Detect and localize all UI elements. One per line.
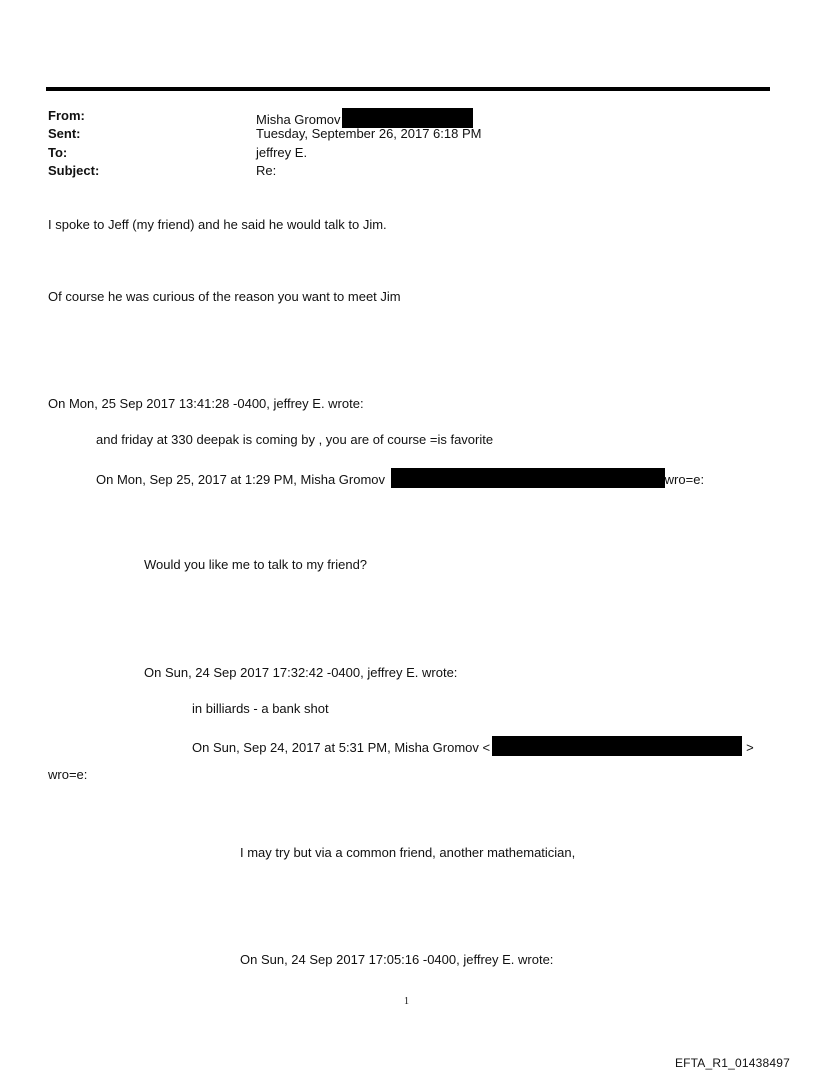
quote-header-4 [192,736,754,756]
from-label: From: [48,108,85,123]
body-paragraph-2: Of course he was curious of the reason you want to meet Jim [48,289,401,304]
quote-header-4-suffix: > [746,740,754,755]
bates-number: EFTA_R1_01438497 [674,1056,790,1070]
quote-header-5: On Sun, 24 Sep 2017 17:05:16 -0400, jeffrey E. wrote: [240,952,554,967]
body-paragraph-1: I spoke to Jeff (my friend) and he said he would talk to Jim. [48,217,387,232]
subject-value: Re: [256,163,277,178]
redaction-box [391,468,665,488]
subject-label: Subject: [48,163,100,178]
quote-header-4-prefix: On Sun, Sep 24, 2017 at 5:31 PM, Misha Gromov < [192,740,491,755]
from-value [256,108,473,128]
quote-header-1: On Mon, 25 Sep 2017 13:41:28 -0400, jeffrey E. wrote: [48,396,364,411]
quote-header-2 [96,468,704,488]
sent-label: Sent: [48,126,81,141]
redaction-box [492,736,742,756]
quote-text-4: I may try but via a common friend, another mathematician, [240,845,576,860]
quote-header-4-wrap: wro=e: [48,767,88,782]
to-value: jeffrey E. [256,145,308,160]
quote-header-2-prefix: On Mon, Sep 25, 2017 at 1:29 PM, Misha Gromov [96,472,386,487]
redaction-box [342,108,473,128]
page-number: 1 [404,996,409,1007]
quote-text-1: and friday at 330 deepak is coming by , you are of course =is favorite [96,432,494,447]
quote-header-2-suffix: wro=e: [664,472,705,487]
quote-text-3: in billiards - a bank shot [192,701,329,716]
from-name: Misha Gromov [256,112,341,127]
sent-value: Tuesday, September 26, 2017 6:18 PM [256,126,482,141]
header-rule [46,87,770,91]
quote-header-3: On Sun, 24 Sep 2017 17:32:42 -0400, jeffrey E. wrote: [144,665,458,680]
quote-text-2: Would you like me to talk to my friend? [144,557,368,572]
to-label: To: [48,145,68,160]
